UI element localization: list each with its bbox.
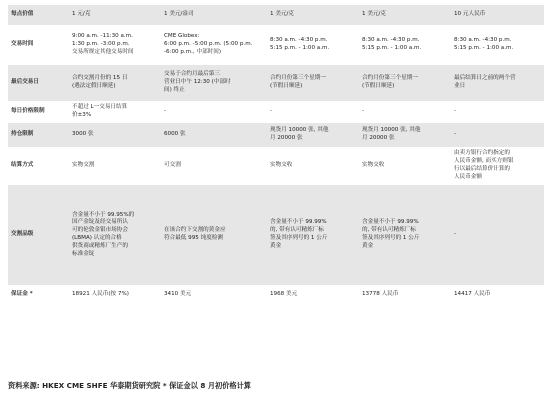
table-cell (359, 123, 451, 147)
table-cell (69, 285, 161, 305)
cell-line: 含金量不小于 99.99% (362, 219, 419, 226)
cell-line: (遇法定假日顺延) (72, 83, 116, 89)
cell-line: 的, 带有认可精炼厂标 (270, 227, 324, 234)
cell-line: 人民币金额 (454, 173, 482, 180)
cell-line: -6:00 p.m., 中部时间) (164, 48, 222, 55)
cell-line: 黄金 (270, 242, 282, 249)
cell-line: 8:30 a.m. -4:30 p.m. (362, 37, 420, 44)
table-row (8, 147, 544, 185)
table-cell (69, 185, 161, 285)
table-cell (451, 101, 544, 123)
table-cell (451, 65, 544, 101)
table-row (8, 123, 544, 147)
cell-line: 行以最后结算价计算的 (454, 166, 510, 172)
cell-line: 合约交割月份的 15 日 (72, 75, 128, 82)
table-row (8, 185, 544, 285)
row-label: 结算方式 (8, 147, 69, 185)
table-cell (267, 101, 359, 123)
cell-line: 价±3% (72, 112, 92, 118)
cell-line: 合约月份第三个星期一 (362, 75, 418, 82)
cell-line: 交易所规定其他交易时间 (72, 48, 134, 55)
cell-line: 符合最低 995 纯度检测 (164, 235, 223, 241)
cell-line: 国产金锭及经交易所认 (72, 219, 128, 226)
table-cell (451, 25, 544, 65)
cell-line: 现货月 10000 张, 其他 (362, 127, 421, 134)
cell-line: - (362, 108, 365, 115)
cell-line: CME Globex: (164, 33, 200, 40)
table-cell (359, 285, 451, 305)
cell-line: 不超过 L一交易日结算 (72, 104, 128, 111)
cell-line: 黄金 (362, 242, 374, 249)
cell-line: 在该合约下交割的黄金应 (164, 227, 226, 234)
cell-line: (节假日顺延) (362, 83, 395, 89)
table-cell (451, 123, 544, 147)
cell-line: 现货月 10000 张, 其他 (270, 127, 329, 134)
table-cell (69, 123, 161, 147)
table-cell (359, 25, 451, 65)
cell-line: 实物交收 (270, 162, 293, 169)
table-row (8, 65, 544, 101)
cell-line: 5:15 p.m. - 1:00 a.m. (454, 45, 514, 51)
cell-line: 间) 终止 (164, 86, 185, 93)
row-label: 每点价值 (8, 5, 69, 25)
cell-line: 1 元/克 (72, 11, 91, 18)
table-cell (267, 25, 359, 65)
table-cell (267, 285, 359, 305)
cell-line: 最后结算日之前的两个营 (454, 75, 516, 82)
cell-line: 10 元人民币 (454, 11, 486, 18)
cell-line: - (454, 231, 457, 238)
cell-line: 1968 美元 (270, 291, 298, 298)
cell-line: 1 美元/克 (362, 11, 387, 18)
table-cell (451, 285, 544, 305)
cell-line: 8:30 a.m. -4:30 p.m. (454, 37, 512, 44)
table-cell (69, 65, 161, 101)
table-cell (69, 25, 161, 65)
table-cell (161, 5, 267, 25)
table-cell (267, 5, 359, 25)
cell-line: - (164, 108, 167, 115)
row-label: 交易时间 (8, 25, 69, 65)
cell-line: 含金量不小于 99.99% (270, 219, 327, 226)
cell-line: (LBMA) 认定的合格 (72, 235, 122, 241)
cell-line: 1 美元/克 (270, 11, 295, 18)
table-row (8, 285, 544, 305)
cell-line: 月 20000 张 (270, 135, 303, 141)
table-row (8, 25, 544, 65)
table-cell (161, 185, 267, 285)
table-cell (161, 147, 267, 185)
cell-line: 8:30 a.m. -4:30 p.m. (270, 37, 328, 44)
table-row (8, 101, 544, 123)
cell-line: 签及其序列号的 1 公斤 (270, 235, 328, 241)
cell-line: 14417 人民币 (454, 291, 491, 298)
cell-line: 供货商或精炼厂生产的 (72, 242, 128, 249)
cell-line: 9:00 a.m. -11:30 a.m. (72, 33, 133, 40)
cell-line: 5:15 p.m. - 1:00 a.m. (362, 45, 422, 51)
table-cell (161, 285, 267, 305)
cell-line: 1 美元/盎司 (164, 11, 194, 18)
cell-line: 可交割 (164, 162, 181, 169)
table-cell (359, 147, 451, 185)
cell-line: 3000 张 (72, 131, 94, 138)
cell-line: 人民币金额, 而买方则银 (454, 158, 514, 165)
contract-spec-table (8, 5, 544, 305)
cell-line: 3410 美元 (164, 291, 192, 298)
cell-line: 营业日中午 12:30 (中部时 (164, 79, 231, 86)
cell-line: 含金量不小于 99.95%的 (72, 211, 135, 218)
cell-line: - (454, 131, 457, 138)
cell-line: 由卖方银行合约指定的 (454, 150, 510, 157)
table-cell (267, 123, 359, 147)
table-cell (161, 101, 267, 123)
table-cell (161, 25, 267, 65)
table-row (8, 5, 544, 25)
table-cell (267, 147, 359, 185)
row-label: 交割品级 (8, 185, 69, 285)
table-cell (267, 65, 359, 101)
table-cell (359, 5, 451, 25)
table-cell (451, 185, 544, 285)
table-cell (267, 185, 359, 285)
cell-line: - (270, 108, 273, 115)
cell-line: 标准金锭 (72, 250, 95, 257)
source-note: 资料来源: HKEX CME SHFE 华泰期货研究院 * 保证金以 8 月初价格计算 (8, 381, 251, 390)
cell-line: 13778 人民币 (362, 291, 399, 298)
cell-line: 签及其序列号的 1 公斤 (362, 235, 420, 241)
cell-line: 5:15 p.m. - 1:00 a.m. (270, 45, 330, 51)
row-label: 持仓限制 (8, 123, 69, 147)
table-cell (359, 65, 451, 101)
row-label: 保证金 * (8, 285, 69, 305)
cell-line: 月 20000 张 (362, 135, 395, 141)
table-cell (451, 147, 544, 185)
cell-line: 业日 (454, 83, 466, 89)
cell-line: (节假日顺延) (270, 83, 303, 89)
cell-line: 交易于合约月最后第三 (164, 71, 220, 78)
table-cell (161, 65, 267, 101)
table-cell (359, 101, 451, 123)
table-cell (69, 5, 161, 25)
cell-line: 合约月份第三个星期一 (270, 75, 326, 82)
table-cell (161, 123, 267, 147)
cell-line: 6000 张 (164, 131, 186, 138)
table-cell (69, 101, 161, 123)
cell-line: - (454, 108, 457, 115)
cell-line: 实物交割 (72, 162, 95, 169)
cell-line: 可的伦敦金银市场协会 (72, 227, 128, 234)
row-label: 每日价格限制 (8, 101, 69, 123)
cell-line: 的, 带有认可精炼厂标 (362, 227, 416, 234)
table-cell (359, 185, 451, 285)
cell-line: 6:00 p.m. -5:00 p.m. (5:00 p.m. (164, 41, 253, 48)
row-label: 最后交易日 (8, 65, 69, 101)
table-cell (451, 5, 544, 25)
cell-line: 1:30 p.m. -3:00 p.m. (72, 41, 130, 48)
cell-line: 18921 人民币(按 7%) (72, 291, 129, 298)
cell-line: 实物交收 (362, 162, 385, 169)
table-cell (69, 147, 161, 185)
